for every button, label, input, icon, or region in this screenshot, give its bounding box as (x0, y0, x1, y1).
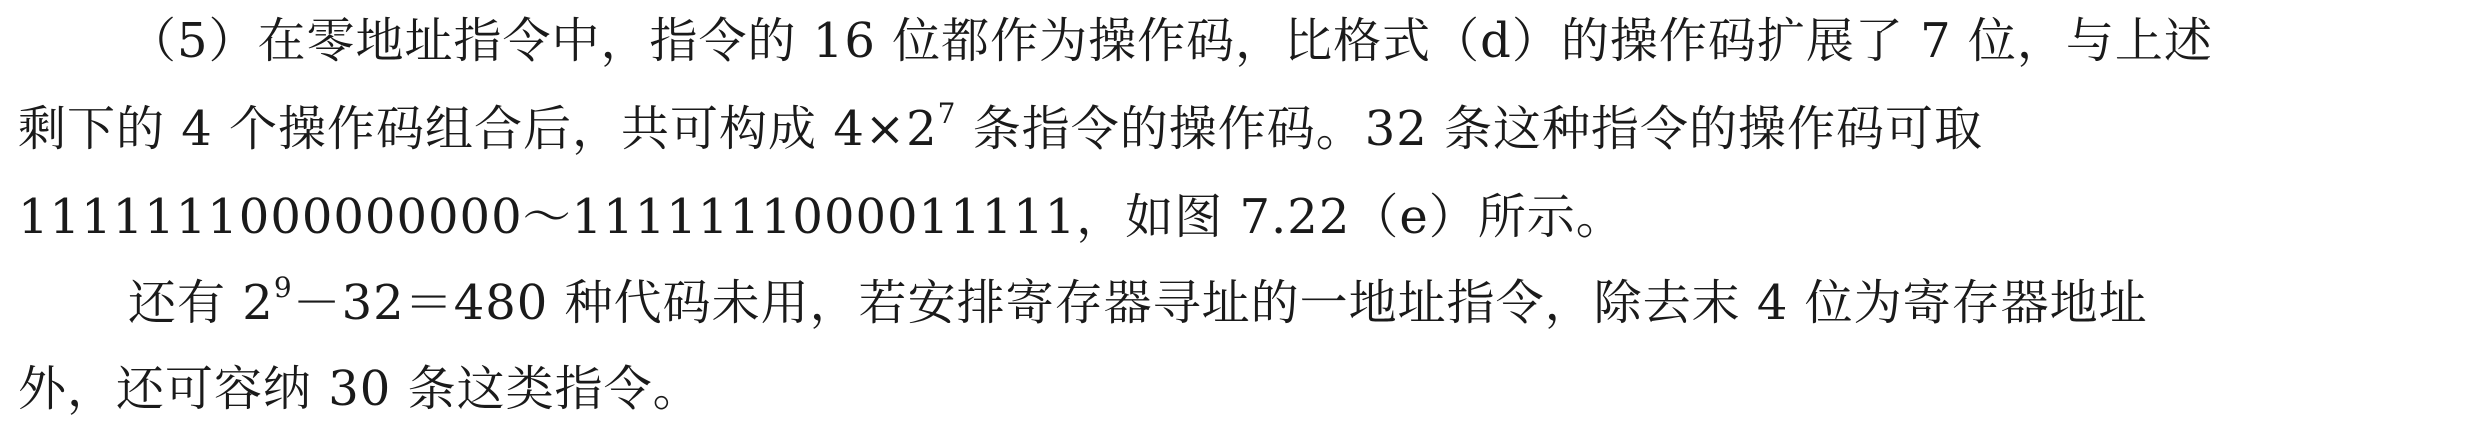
text-line-4-part-a: 还有 2 (128, 275, 274, 331)
text-line-4-part-b: －32＝480 种代码未用，若安排寄存器寻址的一地址指令，除去末 4 位为寄存器地址 (292, 275, 2148, 331)
paragraph-1-line-1 (0, 6, 2474, 76)
text-line-1: （5）在零地址指令中，指令的 16 位都作为操作码，比格式（d）的操作码扩展了 7 位，与上述 (128, 13, 2213, 69)
exponent-9: 9 (273, 271, 293, 304)
paragraph-2-line-2 (0, 354, 2474, 424)
paragraph-1-line-2 (0, 94, 2474, 164)
text-line-2-part-b: 条指令的操作码。32 条这种指令的操作码可取 (956, 101, 1984, 157)
text-line-5: 外，还可容纳 30 条这类指令。 (18, 361, 702, 417)
exponent-7: 7 (937, 97, 957, 130)
paragraph-1-line-3 (0, 182, 2474, 252)
paragraph-2-line-1 (0, 268, 2474, 338)
text-line-2-part-a: 剩下的 4 个操作码组合后，共可构成 4×2 (18, 101, 938, 157)
text-line-3: 1111111000000000～1111111000011111，如图 7.22（e）所示。 (18, 189, 1625, 245)
